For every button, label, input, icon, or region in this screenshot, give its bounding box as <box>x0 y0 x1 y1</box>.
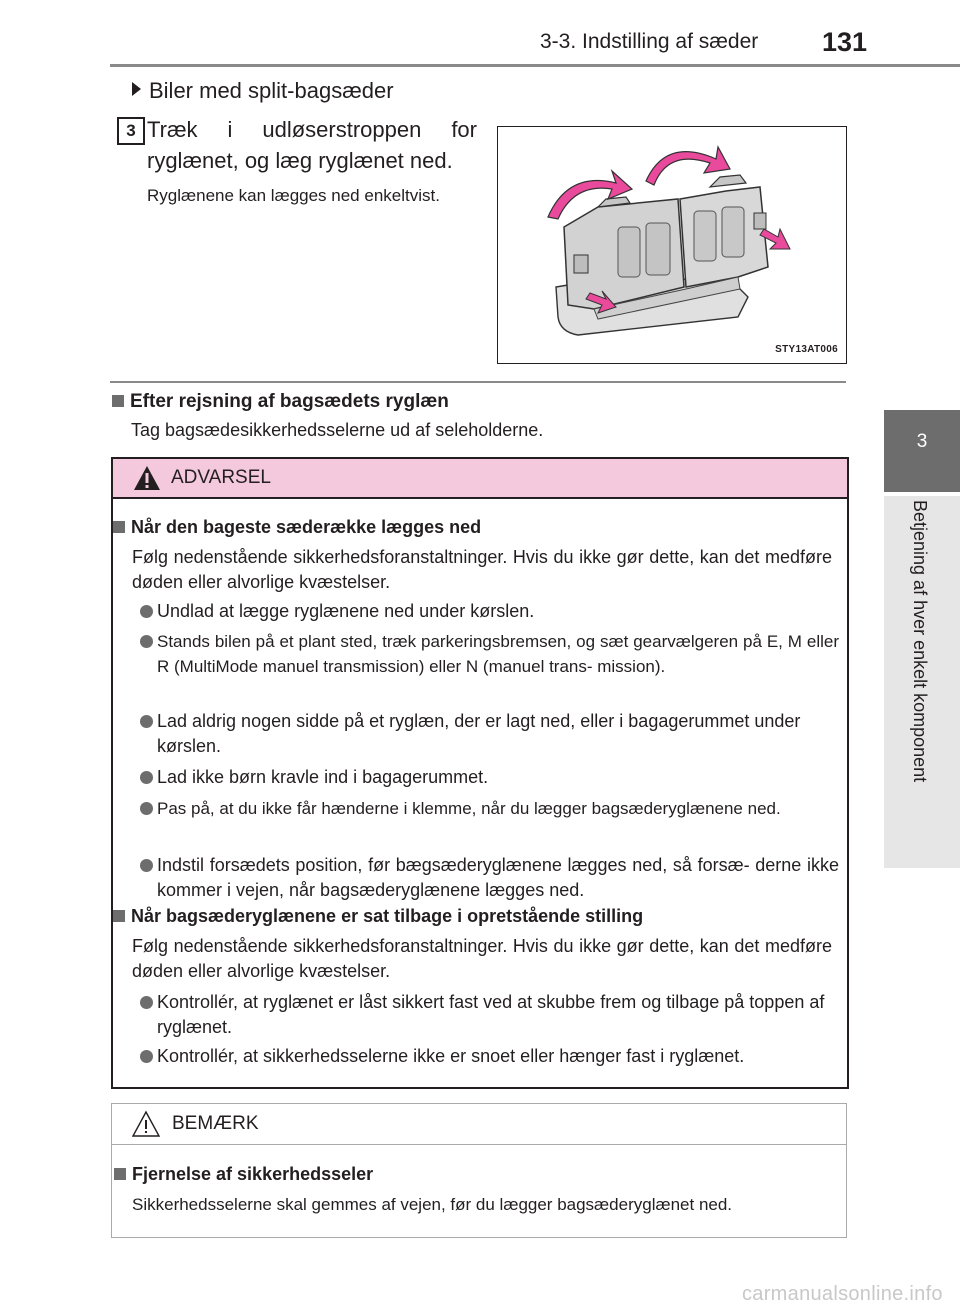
bullet-dot-icon <box>140 859 153 877</box>
warning-bullet: Pas på, at du ikke får hænderne i klemme, når du lægger bagsæderyglænene ned. <box>157 799 781 818</box>
chapter-tab-number: 3 <box>884 410 960 492</box>
bullet-dot-icon <box>140 605 153 623</box>
step-note: Ryglænene kan lægges ned enkeltvist. <box>147 186 440 205</box>
folding-seat-drawing <box>498 127 846 363</box>
step-number-badge: 3 <box>117 117 145 145</box>
warning-bullet: Lad aldrig nogen sidde på et ryglæn, der er lagt ned, eller i bagagerummet under kørslen. <box>157 711 801 756</box>
header-divider <box>110 64 960 67</box>
subheading-text: Biler med split-bagsæder <box>149 78 394 103</box>
warning-bullet: Indstil forsædets position, før bægsæderyglænene lægges ned, så forsæ- derne ikke kommer i vejen, når bagsæderyglænene lægges ned. <box>157 855 839 900</box>
warning-bullet: Undlad at lægge ryglænene ned under kørslen. <box>157 601 535 621</box>
after-raising-text: Tag bagsædesikkerhedsselerne ud af seleholderne. <box>131 420 544 440</box>
warning-section-intro: Følg nedenstående sikkerhedsforanstaltninger. Hvis du ikke gør dette, kan det medføre døden eller alvorlige kvæstelser. <box>132 547 832 592</box>
square-bullet-icon <box>113 910 125 922</box>
warning-box <box>111 457 849 1089</box>
warning-section-heading: Når bagsæderyglænene er sat tilbage i opretstående stilling <box>113 906 643 927</box>
warning-triangle-icon <box>133 465 161 491</box>
warning-bullet: Lad ikke børn kravle ind i bagagerummet. <box>157 767 489 787</box>
note-title: BEMÆRK <box>172 1113 259 1134</box>
seat-illustration <box>497 126 847 364</box>
square-bullet-icon <box>112 395 124 407</box>
square-bullet-icon <box>113 521 125 533</box>
warning-bullet: Stands bilen på et plant sted, træk parkeringsbremsen, og sæt gearvælgeren på E, M eller R (MultiMode manuel transmission) eller N (manuel trans- mission). <box>157 632 839 676</box>
bullet-dot-icon <box>140 802 153 820</box>
bullet-dot-icon <box>140 1050 153 1068</box>
subheading <box>132 78 394 104</box>
warning-bullet: Kontrollér, at sikkerhedsselerne ikke er snoet eller hænger fast i ryglænet. <box>157 1046 745 1066</box>
bullet-dot-icon <box>140 635 153 653</box>
bullet-dot-icon <box>140 996 153 1014</box>
section-divider <box>110 381 846 383</box>
bullet-dot-icon <box>140 771 153 789</box>
note-header <box>112 1104 846 1145</box>
caution-outline-icon <box>132 1110 160 1138</box>
step-instruction: Træk i udløserstroppen for ryglænet, og læg ryglænet ned. <box>147 117 477 173</box>
note-text: Sikkerhedsselerne skal gemmes af vejen, før du lægger bagsæderyglænet ned. <box>132 1195 733 1214</box>
section-title: 3-3. Indstilling af sæder <box>540 30 759 53</box>
note-box <box>111 1103 847 1238</box>
chapter-tab-label: Betjening af hver enkelt komponent <box>910 500 930 783</box>
note-heading: Fjernelse af sikkerhedsseler <box>114 1164 373 1185</box>
bullet-dot-icon <box>140 715 153 733</box>
after-raising-heading <box>112 391 449 413</box>
square-bullet-icon <box>114 1168 126 1180</box>
warning-section-intro: Følg nedenstående sikkerhedsforanstaltninger. Hvis du ikke gør dette, kan det medføre døden eller alvorlige kvæstelser. <box>132 936 832 981</box>
warning-title: ADVARSEL <box>171 467 271 488</box>
warning-section-heading: Når den bageste sæderække lægges ned <box>113 517 481 538</box>
warning-header <box>113 459 847 499</box>
warning-bullet: Kontrollér, at ryglænet er låst sikkert fast ved at skubbe frem og tilbage på toppen af ryglænet. <box>157 992 825 1037</box>
page-number: 131 <box>822 27 868 57</box>
after-raising-heading-text: Efter rejsning af bagsædets ryglæn <box>130 391 449 412</box>
triangle-bullet-icon <box>132 82 141 96</box>
figure-code: STY13AT006 <box>775 344 838 355</box>
watermark: carmanualsonline.info <box>742 1283 943 1305</box>
chapter-tab-label-wrap <box>909 500 935 860</box>
